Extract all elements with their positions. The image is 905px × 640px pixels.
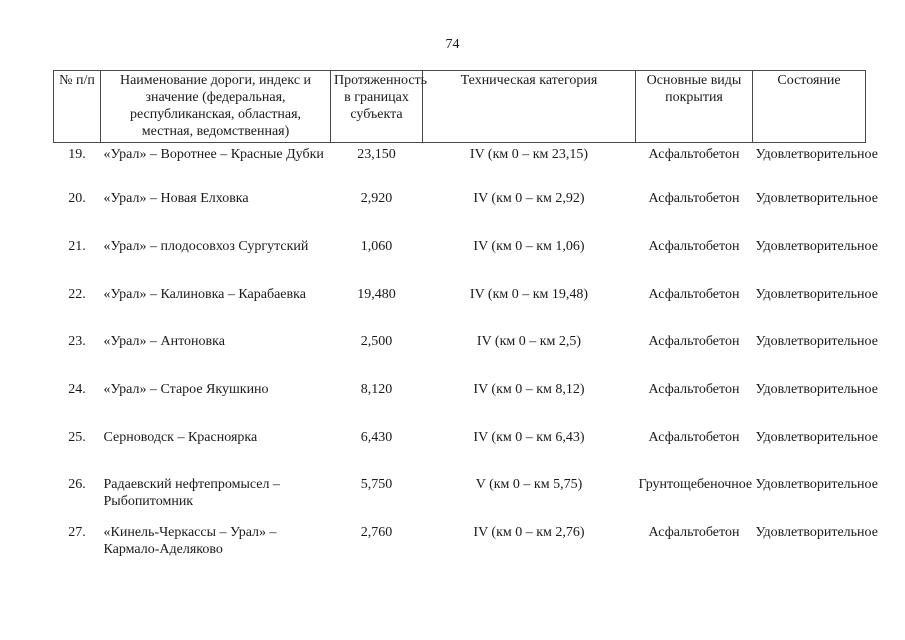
header-length: Протяженность в границах субъекта xyxy=(331,71,423,143)
table-row xyxy=(54,238,866,286)
row-surface: Асфальтобетон xyxy=(648,286,740,302)
row-road-name: «Кинель-Черкассы – Урал» – Кармало-Аделяково xyxy=(103,525,277,557)
roads-table xyxy=(53,70,878,572)
row-road-name: «Урал» – Воротнее – Красные Дубки xyxy=(103,147,324,162)
row-length: 19,480 xyxy=(357,286,396,302)
row-category: IV (км 0 – км 2,92) xyxy=(473,191,585,207)
row-category: V (км 0 – км 5,75) xyxy=(475,477,583,493)
row-road-name: «Урал» – Старое Якушкино xyxy=(103,381,269,397)
row-state: Удовлетворительное xyxy=(755,334,878,350)
table-row xyxy=(54,143,866,191)
row-category: IV (км 0 – км 1,06) xyxy=(473,238,585,254)
row-length: 6,430 xyxy=(360,429,393,445)
row-category: IV (км 0 – км 2,5) xyxy=(476,334,582,350)
row-length: 23,150 xyxy=(357,147,396,162)
row-state: Удовлетворительное xyxy=(755,191,878,207)
row-num: 19. xyxy=(68,147,86,162)
row-category: IV (км 0 – км 23,15) xyxy=(469,147,589,162)
row-surface: Асфальтобетон xyxy=(648,191,740,207)
row-surface: Асфальтобетон xyxy=(648,381,740,397)
row-road-name: Серноводск – Красноярка xyxy=(103,429,258,445)
header-surface: Основные виды покрытия xyxy=(636,71,753,143)
row-state: Удовлетворительное xyxy=(755,477,878,493)
row-road-name: Радаевский нефтепромысел – Рыбопитомник xyxy=(103,477,280,510)
header-num: № п/п xyxy=(54,71,101,143)
row-road-name: «Урал» – Новая Елховка xyxy=(103,191,249,207)
row-surface: Асфальтобетон xyxy=(648,525,740,540)
row-num: 25. xyxy=(68,429,86,445)
row-category: IV (км 0 – км 2,76) xyxy=(473,525,585,540)
row-num: 21. xyxy=(68,238,86,254)
table-row xyxy=(54,429,866,477)
row-length: 2,920 xyxy=(360,191,393,207)
table-row xyxy=(54,476,866,524)
table-row xyxy=(54,381,866,429)
row-length: 2,500 xyxy=(360,334,393,350)
row-road-name: «Урал» – Антоновка xyxy=(103,334,225,350)
row-surface: Асфальтобетон xyxy=(648,238,740,254)
row-length: 5,750 xyxy=(360,477,393,493)
header-state: Состояние xyxy=(753,71,866,143)
table-row xyxy=(54,333,866,381)
row-state: Удовлетворительное xyxy=(755,238,878,254)
row-length: 2,760 xyxy=(360,525,393,540)
row-length: 8,120 xyxy=(360,381,393,397)
row-category: IV (км 0 – км 6,43) xyxy=(473,429,585,445)
row-state: Удовлетворительное xyxy=(755,525,878,540)
row-state: Удовлетворительное xyxy=(755,429,878,445)
table-row xyxy=(54,190,866,238)
row-road-name: «Урал» – плодосовхоз Сургутский xyxy=(103,238,309,254)
row-num: 26. xyxy=(68,477,86,493)
row-surface: Асфальтобетон xyxy=(648,147,740,162)
row-road-name: «Урал» – Калиновка – Карабаевка xyxy=(103,286,306,302)
row-num: 20. xyxy=(68,191,86,207)
row-num: 27. xyxy=(68,525,86,540)
table-header-row xyxy=(54,71,866,143)
row-state: Удовлетворительное xyxy=(755,381,878,397)
row-category: IV (км 0 – км 19,48) xyxy=(469,286,589,302)
header-category: Техническая категория xyxy=(423,71,636,143)
row-num: 22. xyxy=(68,286,86,302)
row-state: Удовлетворительное xyxy=(755,147,878,162)
table-row xyxy=(54,286,866,334)
row-surface: Грунтощебеночное xyxy=(638,477,753,493)
row-length: 1,060 xyxy=(360,238,393,254)
row-num: 24. xyxy=(68,381,86,397)
row-category: IV (км 0 – км 8,12) xyxy=(473,381,585,397)
row-num: 23. xyxy=(68,334,86,350)
table-row xyxy=(54,524,866,572)
row-state: Удовлетворительное xyxy=(755,286,878,302)
page-number: 74 xyxy=(445,37,460,52)
row-surface: Асфальтобетон xyxy=(648,334,740,350)
row-surface: Асфальтобетон xyxy=(648,429,740,445)
header-name: Наименование дороги, индекс и значение (федеральная, республиканская, областная, местная, ведомственная) xyxy=(101,71,331,143)
